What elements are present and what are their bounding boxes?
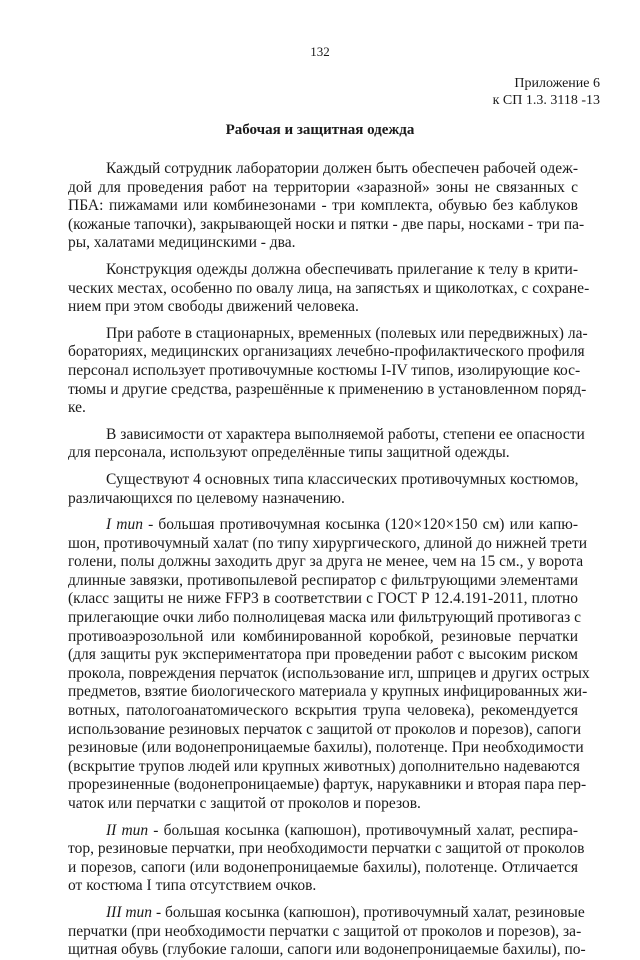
line-text: - большая противочумная косынка (120×120×150 см) или капю- xyxy=(142,516,578,534)
appendix-line: к СП 1.3. 3118 -13 xyxy=(492,93,600,108)
text-line xyxy=(68,702,578,721)
appendix-line: Приложение 6 xyxy=(514,76,600,91)
line-text: прокола, повреждения перчаток (использование игл, шприцев и других острых xyxy=(68,664,590,682)
line-text: персонал использует противочумные костюмы I-IV типов, изолирующие кос- xyxy=(68,361,581,379)
text-line xyxy=(68,160,578,179)
suit-type-label: II тип xyxy=(106,821,149,839)
line-text: различающихся по целевому назначению. xyxy=(68,489,345,507)
text-line xyxy=(68,903,585,923)
page-number: 132 xyxy=(310,44,330,59)
line-text: от костюма I типа отсутствием очков. xyxy=(68,877,317,895)
text-line xyxy=(68,758,578,777)
paragraph-gap xyxy=(68,463,578,471)
paragraph xyxy=(68,324,588,418)
line-text: ПБА: пижамами или комбинезонами - три комплекта, обувью без каблуков xyxy=(68,197,578,215)
text-line xyxy=(68,664,590,684)
paragraph xyxy=(68,260,590,317)
text-line xyxy=(68,941,586,960)
line-text: - большая косынка (капюшон), противочумный халат, резиновые xyxy=(152,903,585,921)
text-line xyxy=(68,590,578,609)
line-text: прилегающие очки либо полнолицевая маска или фильтрующий противогаз с xyxy=(68,609,581,627)
text-line xyxy=(68,343,585,362)
text-line xyxy=(68,859,578,878)
line-text: для персонала, используют определённые типы защитной одежды. xyxy=(68,444,510,462)
text-line xyxy=(68,261,578,280)
line-text: и порезов, сапоги (или водонепроницаемые бахилы), полотенце. Отличается xyxy=(68,858,578,876)
text-line xyxy=(68,516,578,535)
line-text: голени, полы должны заходить друг за друга не менее, чем на 15 см., у ворота xyxy=(68,553,584,571)
text-line xyxy=(68,922,582,942)
text-line xyxy=(68,720,582,740)
section-title: Рабочая и защитная одежда xyxy=(225,122,415,138)
text-line xyxy=(68,361,581,381)
text-line xyxy=(68,471,578,490)
text-line xyxy=(68,380,587,400)
text-line xyxy=(68,490,578,509)
line-text: - большая косынка (капюшон), противочумный халат, респира- xyxy=(148,821,578,839)
line-text: предметов, взятие биологического материала у крупных инфицированных жи- xyxy=(68,683,588,701)
text-line xyxy=(68,628,578,647)
text-line xyxy=(68,646,578,665)
line-text: бораториях, медицинских организациях лечебно-профилактического профиля xyxy=(68,343,585,361)
line-text: тор, резиновые перчатки, при необходимости перчатки с защитой от проколов xyxy=(68,840,585,858)
line-text: вотных, патологоанатомического вскрытия трупа человека), рекомендуется xyxy=(68,702,578,720)
text-line xyxy=(68,298,578,317)
paragraph-gap xyxy=(68,814,578,822)
suit-type-label: I тип xyxy=(106,516,143,534)
line-text: дой для проведения работ на территории «заразной» зоны не связанных с xyxy=(68,178,578,196)
line-text: Конструкция одежды должна обеспечивать прилегание к телу в крити- xyxy=(106,260,578,278)
text-line xyxy=(68,215,585,235)
text-line xyxy=(68,822,578,841)
paragraph-gap xyxy=(68,253,578,261)
text-line xyxy=(68,444,578,463)
text-line xyxy=(68,572,578,591)
paragraph xyxy=(68,903,586,960)
text-line xyxy=(68,234,578,253)
paragraph xyxy=(68,425,585,463)
paragraph-gap xyxy=(68,508,578,516)
body-text xyxy=(68,160,590,960)
line-text: (вскрытие трупов людей или крупных животных) дополнительно надеваются xyxy=(68,757,580,775)
text-line xyxy=(68,197,578,216)
line-text: тюмы и другие средства, разрешённые к применению в установленном поряд- xyxy=(68,380,587,398)
line-text: чаток или перчатки с защитой от проколов и порезов. xyxy=(68,795,421,812)
text-line xyxy=(68,840,585,859)
text-line xyxy=(68,553,584,572)
text-line xyxy=(68,425,585,445)
text-line xyxy=(68,776,587,795)
line-text: (для защиты рук экспериментатора при проведении работ с высоким риском xyxy=(68,646,578,664)
text-line xyxy=(68,399,578,418)
text-line xyxy=(68,179,578,198)
line-text: противоаэрозольной или комбинированной коробкой, резиновые перчатки xyxy=(68,627,578,645)
line-text: ке. xyxy=(68,399,86,417)
paragraph-gap xyxy=(68,896,578,904)
line-text: (кожаные тапочки), закрывающей носки и пятки - две пары, носками - три па- xyxy=(68,215,585,233)
line-text: резиновые (или водонепроницаемые бахилы), полотенце. При необходимости xyxy=(68,739,584,757)
line-text: шон, противочумный халат (по типу хирургического, длиной до нижней трети xyxy=(68,534,588,552)
line-text: перчатки (при необходимости перчатки с защитой от проколов и порезов), за- xyxy=(68,922,582,940)
line-text: ры, халатами медицинскими - два. xyxy=(68,234,296,252)
text-line xyxy=(68,609,581,628)
line-text: Каждый сотрудник лаборатории должен быть обеспечен рабочей одеж- xyxy=(106,160,578,177)
text-line xyxy=(68,739,584,758)
text-line xyxy=(68,795,578,814)
paragraph xyxy=(68,160,585,253)
text-line xyxy=(68,324,588,344)
paragraph-gap xyxy=(68,317,578,325)
line-text: ческих местах, особенно по овалу лица, на запястьях и щиколотках, с сохране- xyxy=(68,279,590,297)
text-line xyxy=(68,683,588,702)
paragraph xyxy=(68,471,578,508)
text-line xyxy=(68,877,578,896)
line-text: Существуют 4 основных типа классических противочумных костюмов, xyxy=(106,470,579,488)
suit-type-label: III тип xyxy=(106,903,153,921)
line-text: щитная обувь (глубокие галоши, сапоги или водонепроницаемые бахилы), по- xyxy=(68,941,586,959)
line-text: (класс защиты не ниже FFP3 в соответствии с ГОСТ Р 12.4.191-2011, плотно xyxy=(68,590,578,608)
line-text: нием при этом свободы движений человека. xyxy=(68,298,359,316)
paragraph xyxy=(68,516,590,814)
paragraph xyxy=(68,821,585,896)
paragraph-gap xyxy=(68,418,578,426)
line-text: длинные завязки, противопылевой респиратор с фильтрующими элементами xyxy=(68,571,578,589)
line-text: В зависимости от характера выполняемой работы, степени ее опасности xyxy=(106,425,585,443)
text-line xyxy=(68,279,590,299)
appendix-reference xyxy=(493,75,600,109)
line-text: прорезиненные (водонепроницаемые) фартук, нарукавники и вторая пара пер- xyxy=(68,776,587,794)
text-line xyxy=(68,534,588,554)
line-text: При работе в стационарных, временных (полевых или передвижных) ла- xyxy=(106,324,588,342)
line-text: использование резиновых перчаток с защитой от проколов и порезов), сапоги xyxy=(68,720,582,738)
